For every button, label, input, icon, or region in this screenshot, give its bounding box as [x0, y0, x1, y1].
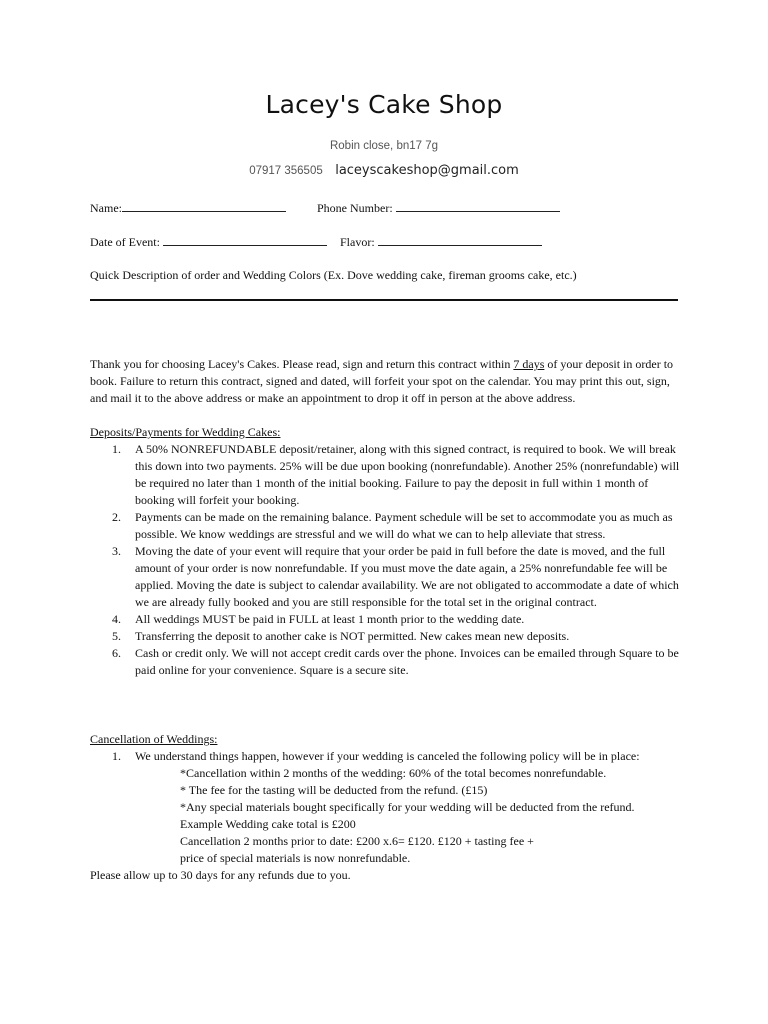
item-text: All weddings MUST be paid in FULL at least 1 month prior to the wedding date. — [135, 612, 525, 626]
name-field[interactable] — [122, 199, 286, 212]
name-label: Name: — [90, 201, 122, 215]
list-item — [90, 748, 680, 765]
item-text: We understand things happen, however if your wedding is canceled the following policy will be in place: — [135, 749, 640, 763]
form-row-name-phone — [90, 199, 560, 217]
item-number: 2. — [112, 510, 121, 524]
item-text: Moving the date of your event will require that your order be paid in full before the date is moved, and the full amount of your order is now nonrefundable. If you must move the date again, a 25% nonrefundable fee will be applied. Moving the date is subject to calendar availability. We are not obligated to accommodate a date of which we are already fully booked and you are still responsible for the total set in the original contract. — [135, 544, 679, 609]
cancellation-sub-line: * The fee for the tasting will be deducted from the refund. (£15) — [180, 783, 488, 797]
cancellation-heading: Cancellation of Weddings: — [90, 732, 218, 746]
cancellation-sub-line: Cancellation 2 months prior to date: £200 x.6= £120. £120 + tasting fee + price of special materials is now nonrefundable. — [180, 834, 534, 865]
phone-label: Phone Number: — [317, 201, 393, 215]
deposits-list — [90, 441, 680, 679]
flavor-field[interactable] — [378, 233, 542, 246]
intro-text-2: of your deposit in order to book. Failure to return this contract, signed and dated, will forfeit your spot on the calendar. You may print this out, sign, and mail it to the above address or make an appointment to drop it off in person at the above address. — [90, 357, 674, 405]
description-field[interactable] — [90, 299, 678, 301]
intro-deadline: 7 days — [513, 357, 545, 371]
deposits-section — [90, 424, 680, 679]
refund-note: Please allow up to 30 days for any refunds due to you. — [90, 868, 351, 882]
shop-phone: 07917 356505 — [249, 165, 323, 177]
deposits-heading: Deposits/Payments for Wedding Cakes: — [90, 425, 281, 439]
cancellation-sub-line: *Cancellation within 2 months of the wedding: 60% of the total becomes nonrefundable. — [180, 766, 607, 780]
item-number: 3. — [112, 544, 121, 558]
item-number: 6. — [112, 646, 121, 660]
item-text: A 50% NONREFUNDABLE deposit/retainer, along with this signed contract, is required to book. We will break this down into two payments. 25% will be due upon booking (nonrefundable). Another 25% (nonrefundable) will be required no later than 1 month of the initial booking. Failure to pay the deposit in full within 1 month of booking will forfeit your booking. — [135, 442, 680, 507]
list-item — [90, 645, 680, 679]
list-item — [90, 628, 680, 645]
item-number: 1. — [112, 442, 121, 456]
flavor-label: Flavor: — [339, 235, 375, 249]
item-number: 4. — [112, 612, 121, 626]
list-item — [90, 509, 680, 543]
item-number: 1. — [112, 749, 121, 763]
shop-email: laceyscakeshop@gmail.com — [335, 163, 519, 178]
description-label: Quick Description of order and Wedding Colors (Ex. Dove wedding cake, fireman grooms cake, etc.) — [90, 268, 577, 282]
list-item — [90, 611, 680, 628]
date-field[interactable] — [163, 233, 327, 246]
item-text: Payments can be made on the remaining balance. Payment schedule will be set to accommodate you as much as possible. We know weddings are stressful and we will do what we can to help alleviate that stress. — [135, 510, 673, 541]
list-item — [90, 441, 680, 509]
form-row-date-flavor — [90, 233, 542, 251]
item-text: Transferring the deposit to another cake is NOT permitted. New cakes mean new deposits. — [135, 629, 570, 643]
cancellation-section — [90, 731, 680, 884]
cancellation-sub-line: *Any special materials bought specifically for your wedding will be deducted from the refund. — [180, 800, 635, 814]
contact-line — [0, 161, 768, 179]
item-text: Cash or credit only. We will not accept credit cards over the phone. Invoices can be emailed through Square to be paid online for your convenience. Square is a secure site. — [135, 646, 679, 677]
cancellation-sub-line: Example Wedding cake total is £200 — [180, 817, 356, 831]
date-label: Date of Event: — [90, 235, 160, 249]
shop-address: Robin close, bn17 7g — [329, 140, 439, 152]
phone-field[interactable] — [396, 199, 560, 212]
list-item — [90, 543, 680, 611]
intro-text-1: Thank you for choosing Lacey's Cakes. Please read, sign and return this contract within — [90, 357, 514, 371]
intro-paragraph — [90, 356, 680, 407]
cancellation-list — [90, 748, 680, 765]
shop-title: Lacey's Cake Shop — [265, 90, 503, 119]
item-number: 5. — [112, 629, 121, 643]
